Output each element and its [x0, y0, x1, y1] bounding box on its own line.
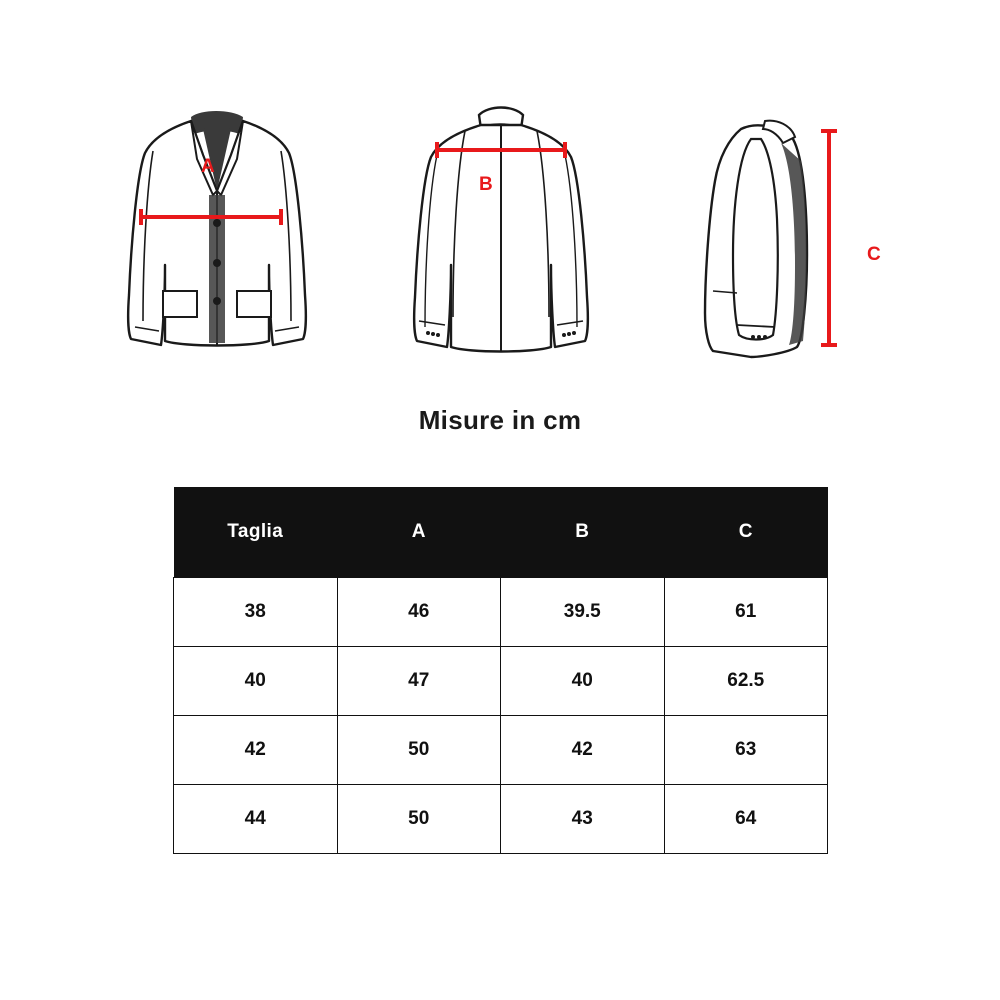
header-cell-a: A: [337, 487, 501, 578]
jacket-back-figure: [395, 95, 605, 375]
cell-c: 64: [664, 785, 828, 854]
table-row: [174, 785, 828, 854]
table-row: [174, 578, 828, 647]
figure-row: [0, 95, 1000, 385]
header-cell-c: C: [664, 487, 828, 578]
cell-c: 62.5: [664, 647, 828, 716]
cell-b: 40: [501, 647, 665, 716]
measurement-unit-caption: Misure in cm: [418, 405, 582, 435]
cell-a: 50: [337, 785, 501, 854]
header-cell-size: Taglia: [174, 487, 338, 578]
cell-c: 63: [664, 716, 828, 785]
measure-label-c: C: [867, 244, 881, 265]
table-header: [174, 487, 828, 578]
table-row: [174, 716, 828, 785]
header-cell-b: B: [501, 487, 665, 578]
table-body: [174, 578, 828, 854]
jacket-side-figure: [677, 95, 887, 375]
cell-a: 50: [337, 716, 501, 785]
cell-b: 43: [501, 785, 665, 854]
cell-size: 40: [174, 647, 338, 716]
cell-a: 47: [337, 647, 501, 716]
size-table: [173, 487, 828, 854]
cell-size: 38: [174, 578, 338, 647]
cell-a: 46: [337, 578, 501, 647]
size-table-container: [173, 487, 828, 854]
jacket-front-figure: [113, 95, 323, 375]
cell-b: 42: [501, 716, 665, 785]
measure-label-a: A: [201, 156, 215, 177]
table-row: [174, 647, 828, 716]
cell-b: 39.5: [501, 578, 665, 647]
cell-c: 61: [664, 578, 828, 647]
cell-size: 44: [174, 785, 338, 854]
measure-label-b: B: [479, 174, 493, 195]
table-header-row: [174, 487, 828, 578]
cell-size: 42: [174, 716, 338, 785]
